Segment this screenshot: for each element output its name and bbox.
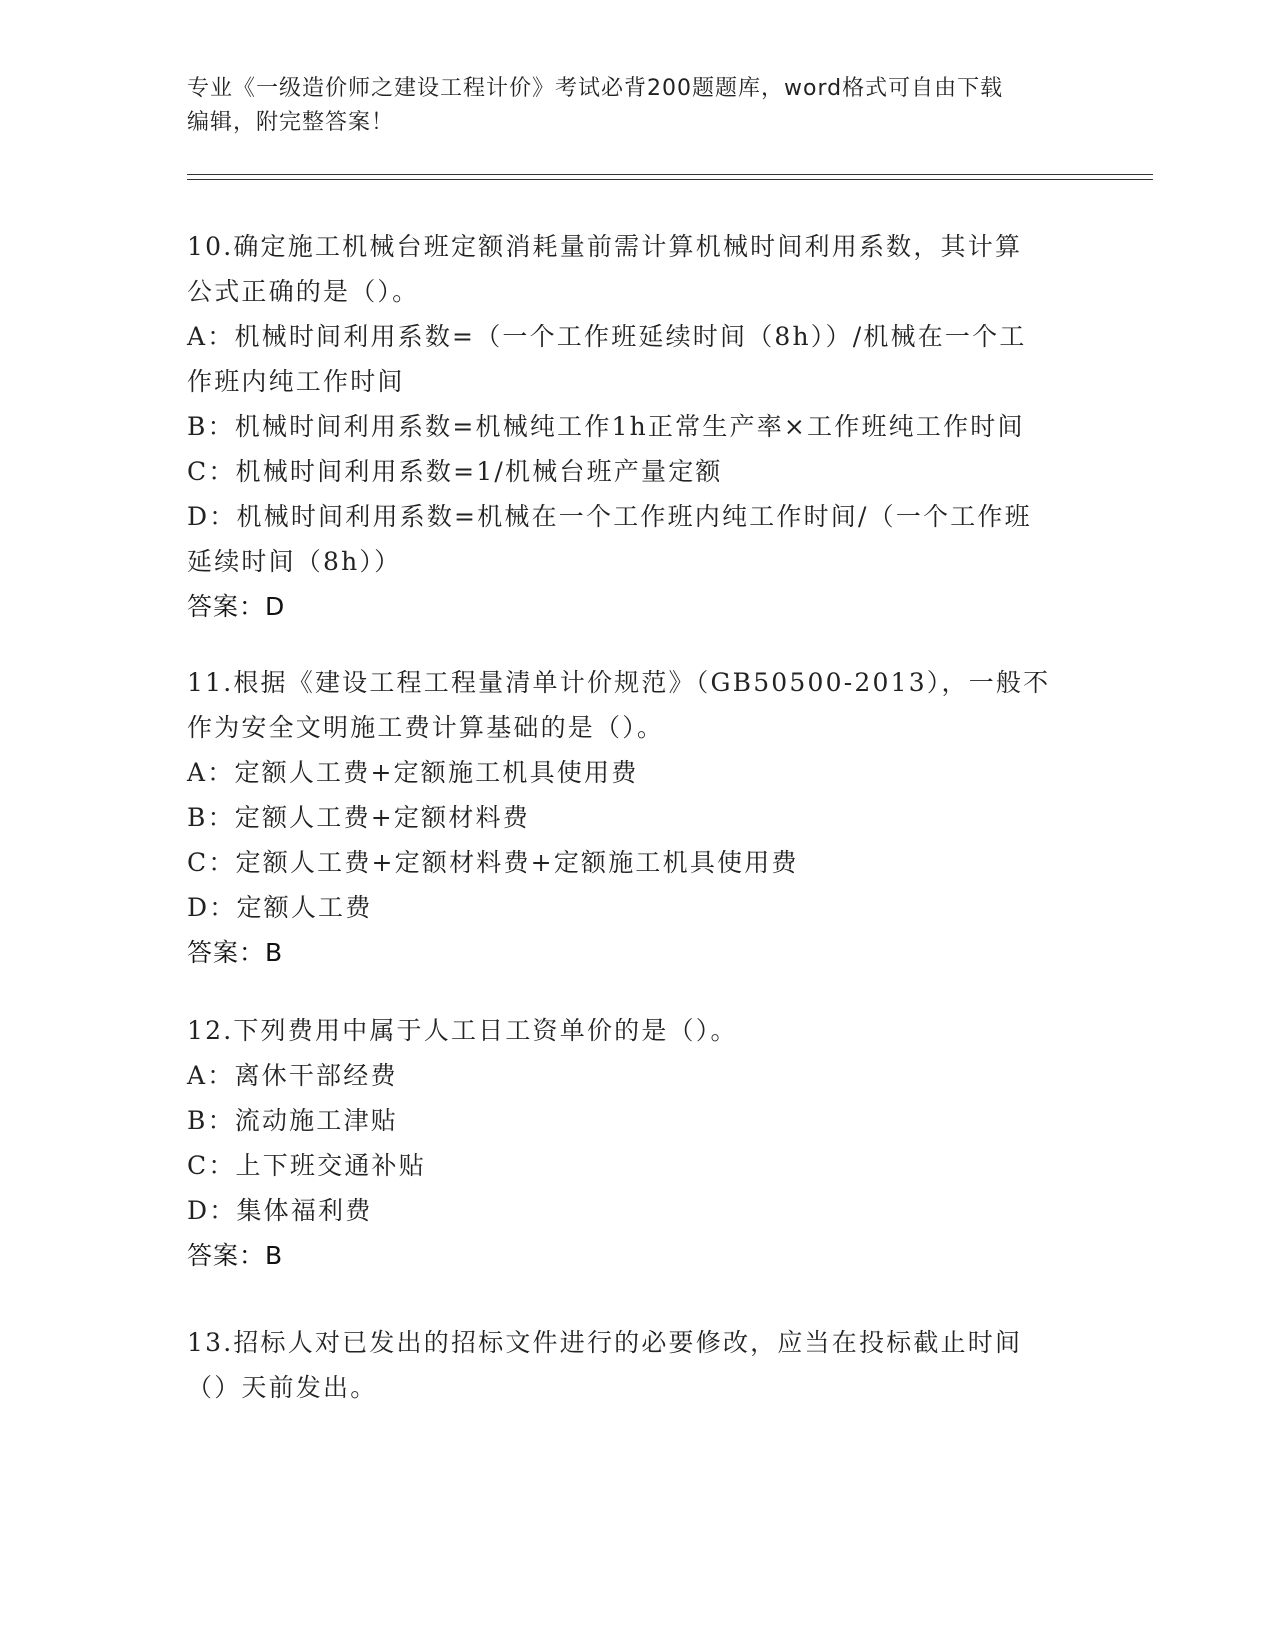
question-12 <box>187 1008 1067 1278</box>
question-stem-line: 12.下列费用中属于人工日工资单价的是（）。 <box>187 1016 738 1045</box>
option-a: A：离休干部经费 <box>187 1061 398 1090</box>
option-c: C：机械时间利用系数=1/机械台班产量定额 <box>187 457 723 486</box>
option-c: C：定额人工费+定额材料费+定额施工机具使用费 <box>187 848 799 877</box>
question-stem-line: 作为安全文明施工费计算基础的是（）。 <box>187 713 665 742</box>
header-line-1: 专业《一级造价师之建设工程计价》考试必背200题题库，word格式可自由下载 <box>187 76 1004 101</box>
answer: 答案：B <box>187 938 284 967</box>
question-10 <box>187 224 1067 629</box>
header-line-2: 编辑，附完整答案！ <box>187 110 395 135</box>
answer: 答案：D <box>187 592 286 621</box>
option-b: B：流动施工津贴 <box>187 1106 398 1135</box>
document-header <box>187 72 1067 140</box>
option-a: A：定额人工费+定额施工机具使用费 <box>187 758 639 787</box>
question-stem-line: 公式正确的是（）。 <box>187 277 420 306</box>
option-a-line: 作班内纯工作时间 <box>187 367 405 396</box>
option-d: D：定额人工费 <box>187 893 373 922</box>
question-stem-line: （）天前发出。 <box>187 1373 378 1402</box>
header-divider-top <box>187 174 1153 175</box>
option-c: C：上下班交通补贴 <box>187 1151 426 1180</box>
question-stem-line: 13.招标人对已发出的招标文件进行的必要修改，应当在投标截止时间 <box>187 1328 1023 1357</box>
answer: 答案：B <box>187 1241 284 1270</box>
option-a-line: A：机械时间利用系数=（一个工作班延续时间（8h））/机械在一个工 <box>187 322 1027 351</box>
option-d-line: 延续时间（8h）） <box>187 547 402 576</box>
option-d: D：集体福利费 <box>187 1196 373 1225</box>
question-stem-line: 11.根据《建设工程工程量清单计价规范》（GB50500-2013），一般不 <box>187 668 1051 697</box>
option-b: B：机械时间利用系数=机械纯工作1h正常生产率×工作班纯工作时间 <box>187 412 1025 441</box>
option-b: B：定额人工费+定额材料费 <box>187 803 530 832</box>
header-divider-bottom <box>187 179 1153 180</box>
question-13 <box>187 1320 1067 1410</box>
question-stem-line: 10.确定施工机械台班定额消耗量前需计算机械时间利用系数，其计算 <box>187 232 1023 261</box>
option-d-line: D：机械时间利用系数=机械在一个工作班内纯工作时间/（一个工作班 <box>187 502 1032 531</box>
question-11 <box>187 660 1067 975</box>
